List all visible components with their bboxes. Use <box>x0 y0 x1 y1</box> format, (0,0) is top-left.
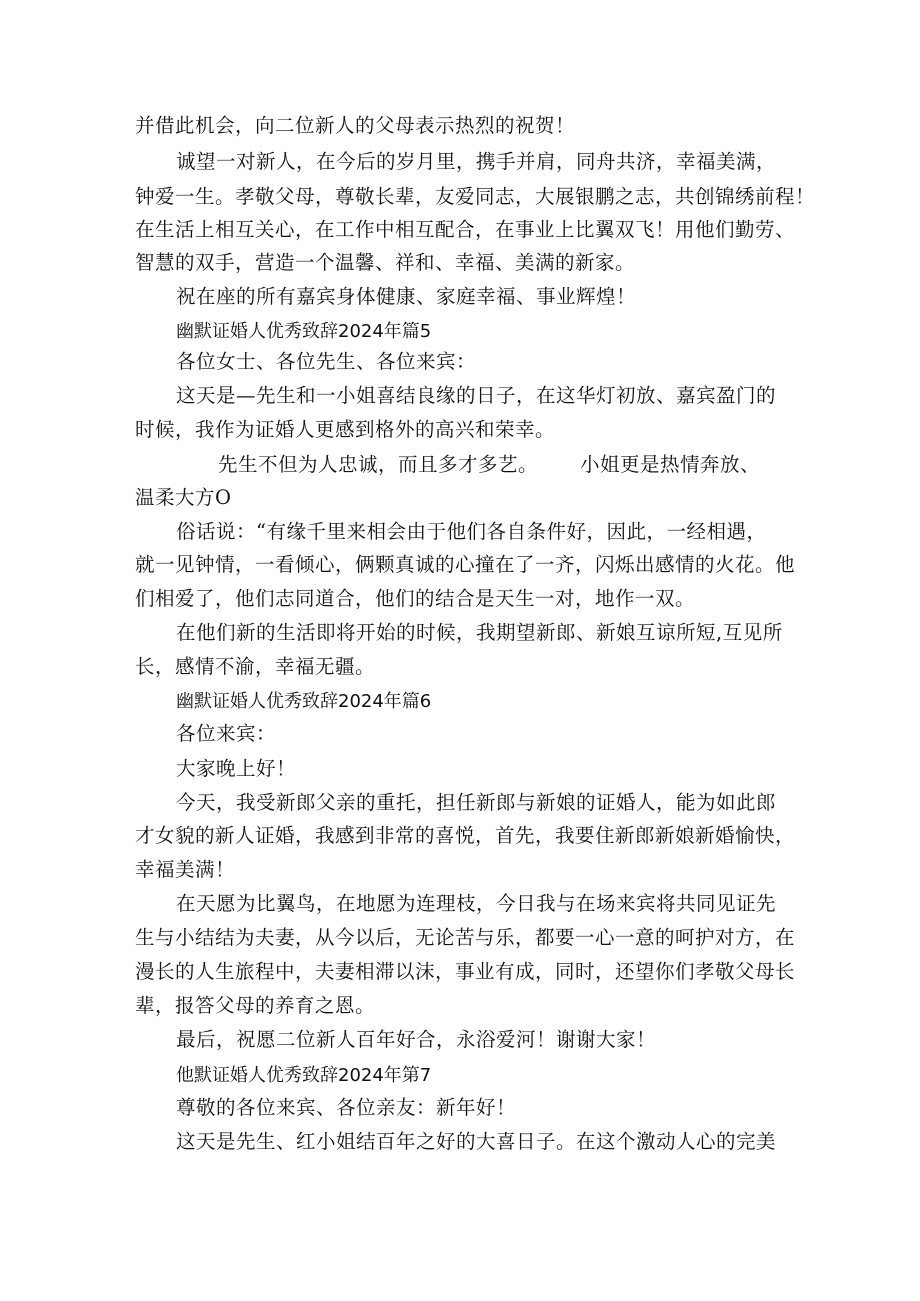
paragraph-line: 这天是先生、红小姐结百年之好的大喜日子。在这个激动人心的完美 <box>176 1130 777 1153</box>
paragraph-line: 各位来宾： <box>176 722 277 745</box>
paragraph-line: 并借此机会，向二位新人的父母表示热烈的祝贺！ <box>135 114 576 137</box>
paragraph-line: 祝在座的所有嘉宾身体健康、家庭幸福、事业辉煌！ <box>176 285 637 308</box>
paragraph-line: 生与小结结为夫妻，从今以后，无论苦与乐，都要一心一意的呵护对方，在 <box>135 926 796 949</box>
paragraph-line: 最后，祝愿二位新人百年好合，永浴爱河！谢谢大家！ <box>176 1028 657 1051</box>
paragraph-line: 漫长的人生旅程中，夫妻相滞以沫，事业有成，同时，还望你们孝敬父母长 <box>135 960 796 983</box>
paragraph-line: 钟爱一生。孝敬父母，尊敬长辈，友爱同志，大展银鹏之志，共创锦绣前程！ <box>135 185 816 208</box>
paragraph-line: 长，感情不渝，幸福无疆。 <box>135 655 376 678</box>
section-heading: 幽默证婚人优秀致辞2024年篇5 <box>176 321 432 342</box>
paragraph-line: 才女貌的新人证婚，我感到非常的喜悦，首先，我要住新郎新娘新婚愉快， <box>135 824 796 847</box>
paragraph-line: 们相爱了，他们志同道合，他们的结合是天生一对，地作一双。 <box>135 587 696 610</box>
paragraph-line: 温柔大方O <box>135 486 232 509</box>
paragraph-line: 诚望一对新人，在今后的岁月里，携手并肩，同舟共济，幸福美满， <box>176 150 777 173</box>
section-heading: 他默证婚人优秀致辞2024年第7 <box>176 1065 432 1086</box>
paragraph-line-segment: 先生不但为人忠诚，而且多才多艺。 <box>218 453 539 476</box>
paragraph-line: 在天愿为比翼鸟，在地愿为连理枝，今日我与在场来宾将共同见证先 <box>176 892 777 915</box>
paragraph-line: 今天，我受新郎父亲的重托，担任新郎与新娘的证婚人，能为如此郎 <box>176 791 777 814</box>
paragraph-line: 辈，报答父母的养育之恩。 <box>135 994 376 1017</box>
paragraph-line: 尊敬的各位来宾、各位亲友：新年好！ <box>176 1096 517 1119</box>
paragraph-line: 时候，我作为证婚人更感到格外的高兴和荣幸。 <box>135 418 556 441</box>
paragraph-line: 智慧的双手，营造一个温馨、祥和、幸福、美满的新家。 <box>135 251 636 274</box>
paragraph-line: 就一见钟情，一看倾心，俩颗真诚的心撞在了一齐，闪烁出感情的火花。他 <box>135 553 796 576</box>
paragraph-line: 各位女士、各位先生、各位来宾： <box>176 350 477 373</box>
paragraph-line: 这天是—先生和一小姐喜结良缘的日子，在这华灯初放、嘉宾盈门的 <box>176 384 777 407</box>
section-heading: 幽默证婚人优秀致辞2024年篇6 <box>176 691 432 712</box>
paragraph-line: 在生活上相互关心，在工作中相互配合，在事业上比翼双飞！用他们勤劳、 <box>135 218 796 241</box>
paragraph-line: 大家晚上好！ <box>176 757 297 780</box>
paragraph-line: 在他们新的生活即将开始的时候，我期望新郎、新娘互谅所短,互见所 <box>176 621 783 644</box>
paragraph-line: 幸福美满！ <box>135 858 236 881</box>
paragraph-line-segment: 小姐更是热情奔放、 <box>580 453 761 476</box>
paragraph-line: 俗话说：“有缘千里来相会由于他们各自条件好，因此，一经相遇， <box>176 520 767 543</box>
